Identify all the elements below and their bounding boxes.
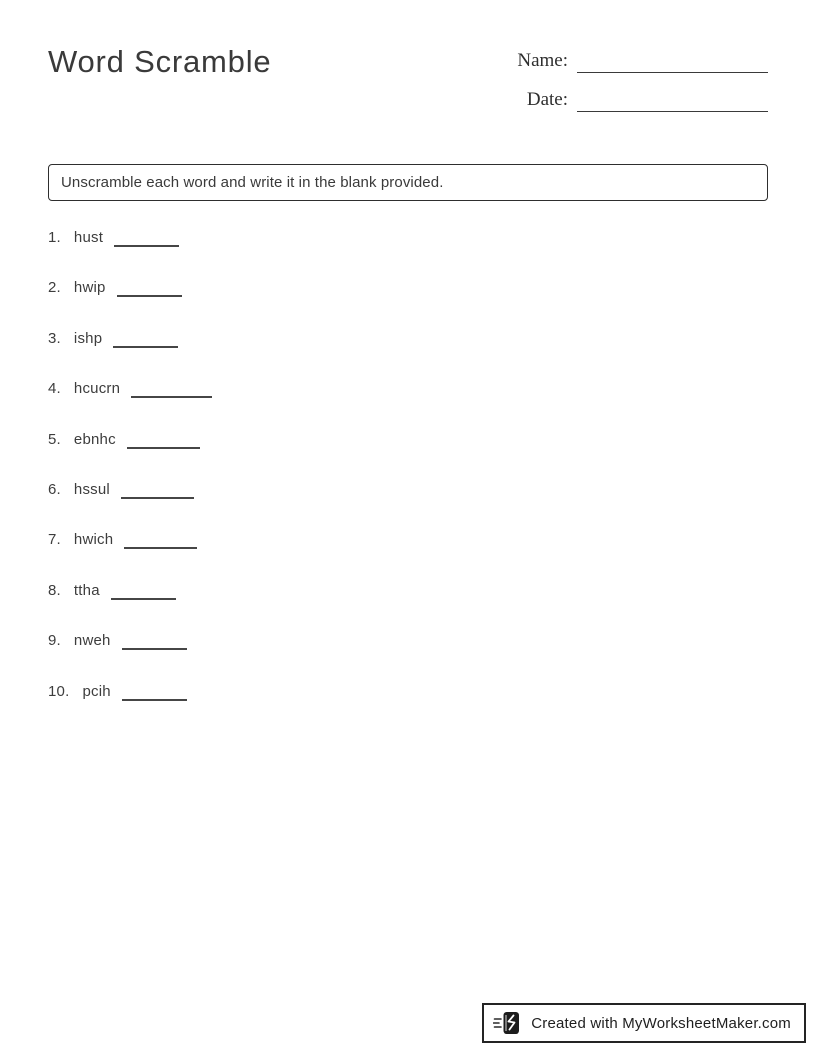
name-label: Name:	[517, 50, 568, 71]
answer-blank	[114, 237, 179, 247]
item-number: 2.	[48, 279, 61, 297]
date-row	[517, 89, 768, 115]
item-word: hust	[73, 229, 104, 246]
answer-blank	[117, 287, 182, 297]
item-word: pcih	[82, 682, 111, 700]
item-word: ishp	[73, 329, 103, 347]
item-number: 5.	[48, 430, 61, 448]
instructions-text: Unscramble each word and write it in the blank provided.	[61, 174, 444, 191]
item-word: ttha	[73, 581, 100, 599]
word-item	[48, 380, 212, 403]
answer-blank	[131, 388, 212, 398]
item-number: 10.	[48, 682, 70, 700]
answer-blank	[122, 640, 187, 650]
footer-credit	[482, 1003, 806, 1043]
word-list	[48, 229, 212, 733]
item-number: 4.	[48, 380, 61, 398]
name-row	[517, 50, 768, 76]
item-number: 6.	[48, 480, 61, 498]
item-number: 8.	[48, 581, 61, 599]
item-number: 7.	[48, 531, 61, 549]
date-write-line	[577, 103, 768, 112]
answer-blank	[124, 539, 197, 549]
item-word: hcucrn	[73, 380, 121, 398]
word-item	[48, 229, 212, 252]
date-label: Date:	[526, 89, 568, 110]
word-item	[48, 582, 212, 605]
word-item	[48, 431, 212, 454]
item-word: hwip	[73, 279, 106, 297]
answer-blank	[113, 338, 178, 348]
answer-blank	[111, 590, 176, 600]
name-write-line	[577, 64, 768, 73]
item-word: ebnhc	[73, 430, 116, 448]
page-title: Word Scramble	[48, 44, 272, 79]
footer-text: Created with MyWorksheetMaker.com	[531, 1014, 791, 1032]
word-item	[48, 632, 212, 655]
worksheet-maker-logo-icon	[493, 1011, 523, 1035]
item-number: 3.	[48, 329, 61, 347]
word-item	[48, 481, 212, 504]
item-word: nweh	[73, 632, 111, 650]
name-date-block	[517, 50, 768, 128]
answer-blank	[127, 439, 200, 449]
item-word: hwich	[73, 531, 114, 549]
word-item	[48, 531, 212, 554]
answer-blank	[122, 691, 187, 701]
item-number: 9.	[48, 632, 61, 650]
word-item	[48, 330, 212, 353]
item-number: 1.	[48, 229, 61, 246]
word-item	[48, 683, 212, 706]
instructions-box	[48, 164, 768, 201]
answer-blank	[121, 489, 194, 499]
item-word: hssul	[73, 480, 110, 498]
word-item	[48, 279, 212, 302]
